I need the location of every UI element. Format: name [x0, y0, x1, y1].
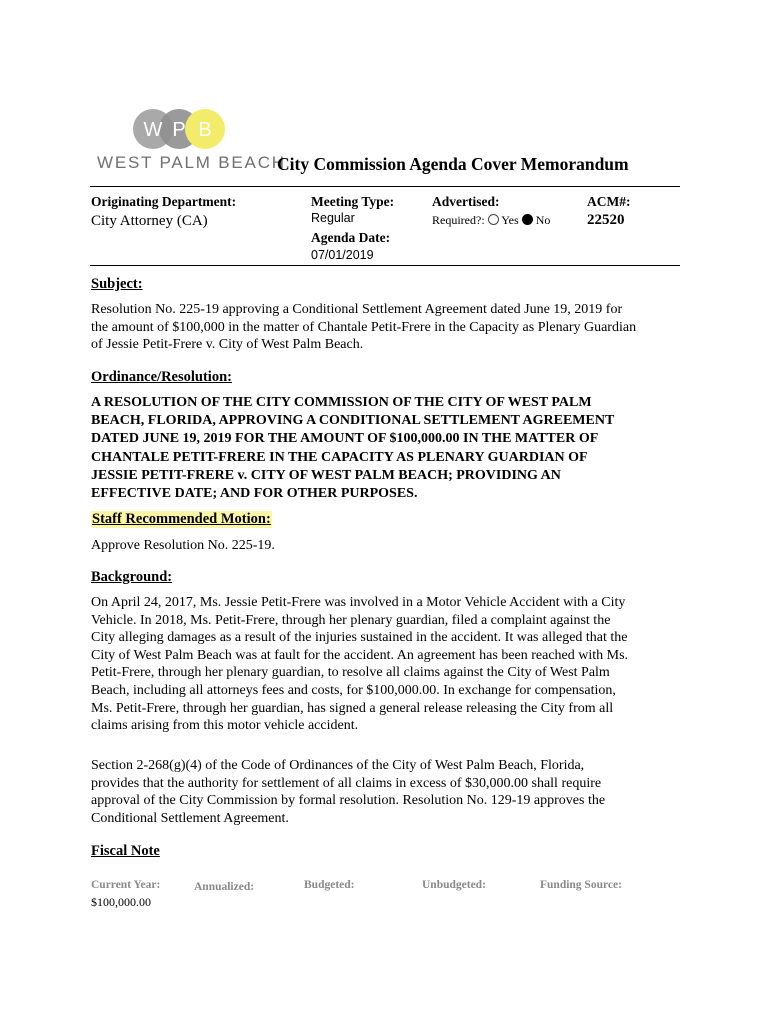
acm-label: ACM#:	[587, 194, 631, 209]
background-line: Conditional Settlement Agreement.	[91, 810, 289, 826]
background-line: On April 24, 2017, Ms. Jessie Petit-Frere was involved in a Motor Vehicle Accident with a City	[91, 595, 626, 610]
background-line: Section 2-268(g)(4) of the Code of Ordinances of the City of West Palm Beach, Florida,	[91, 758, 585, 773]
agenda-date-label: Agenda Date:	[311, 230, 391, 245]
page-title: City Commission Agenda Cover Memorandum	[277, 154, 629, 174]
ordinance-line: DATED JUNE 19, 2019 FOR THE AMOUNT OF $100,000.00 IN THE MATTER OF	[91, 431, 599, 447]
originating-department-label: Originating Department:	[91, 194, 237, 209]
background-paragraph-2	[91, 757, 691, 827]
logo-letter-p: P	[172, 119, 186, 141]
no-label: No	[535, 213, 551, 227]
subject-line: of Jessie Petit-Frere v. City of West Palm Beach.	[91, 337, 364, 353]
background-line: provides that the authority for settlement of all claims in excess of $30,000.00 shall require	[91, 775, 602, 791]
city-logo	[130, 105, 230, 151]
motion-text: Approve Resolution No. 225-19.	[91, 538, 275, 553]
meta-divider	[90, 265, 680, 266]
no-radio-icon[interactable]	[522, 214, 533, 225]
agenda-date-value: 07/01/2019	[311, 248, 374, 262]
subject-line: Resolution No. 225-19 approving a Conditional Settlement Agreement dated June 19, 2019 for	[91, 302, 623, 317]
background-line: approval of the City Commission by formal resolution. Resolution No. 129-19 approves the	[91, 793, 606, 809]
header-divider	[90, 186, 680, 187]
subject-line: the amount of $100,000 in the matter of Chantale Petit-Frere in the Capacity as Plenary Guardian	[91, 319, 637, 335]
originating-department-value: City Attorney (CA)	[91, 213, 208, 229]
acm-value: 22520	[587, 212, 625, 228]
budgeted-label: Budgeted:	[304, 879, 355, 891]
background-line: Petit-Frere, through her plenary guardian, to resolve all claims against the City of West Palm	[91, 665, 610, 681]
logo-wordmark: WEST PALM BEACH	[97, 153, 286, 172]
advertised-required	[432, 213, 550, 228]
logo-letter-b: B	[198, 119, 212, 141]
background-heading: Background:	[91, 569, 173, 585]
subject-heading: Subject:	[91, 276, 143, 292]
ordinance-text	[91, 394, 691, 503]
yes-label: Yes	[501, 213, 519, 227]
ordinance-line: JESSIE PETIT-FRERE v. CITY OF WEST PALM BEACH; PROVIDING AN	[91, 467, 561, 483]
funding-source-label: Funding Source:	[540, 879, 622, 891]
fiscal-note-heading: Fiscal Note	[91, 843, 160, 859]
motion-heading: Staff Recommended Motion:	[92, 511, 271, 527]
unbudgeted-label: Unbudgeted:	[422, 879, 486, 891]
annualized-label: Annualized:	[194, 881, 255, 893]
subject-text	[91, 301, 691, 354]
background-line: Beach, including all attorneys fees and costs, for $100,000.00. In exchange for compensation,	[91, 682, 616, 698]
background-line: City of West Palm Beach was at fault for the accident. An agreement has been reached with Ms.	[91, 647, 629, 663]
required-label: Required?:	[432, 213, 485, 227]
meeting-type-value: Regular	[311, 211, 355, 225]
logo-letter-w: W	[143, 119, 163, 141]
ordinance-line: A RESOLUTION OF THE CITY COMMISSION OF THE CITY OF WEST PALM	[91, 395, 592, 410]
background-line: Ms. Petit-Frere, through her guardian, has signed a general release releasing the City from all	[91, 700, 614, 716]
current-year-label: Current Year:	[91, 879, 161, 891]
background-line: Vehicle. In 2018, Ms. Petit-Frere, through her plenary guardian, filed a complaint against the	[91, 612, 611, 628]
background-line: City alleging damages as a result of the injuries sustained in the accident. It was alleged that the	[91, 630, 628, 646]
meeting-type-label: Meeting Type:	[311, 194, 395, 209]
ordinance-line: CHANTALE PETIT-FRERE IN THE CAPACITY AS PLENARY GUARDIAN OF	[91, 449, 588, 465]
background-line: claims arising from this motor vehicle accident.	[91, 718, 359, 734]
background-paragraph-1	[91, 594, 691, 735]
current-year-value: $100,000.00	[91, 895, 151, 909]
ordinance-line: BEACH, FLORIDA, APPROVING A CONDITIONAL SETTLEMENT AGREEMENT	[91, 413, 615, 429]
ordinance-line: EFFECTIVE DATE; AND FOR OTHER PURPOSES.	[91, 486, 418, 502]
advertised-label: Advertised:	[432, 194, 500, 209]
ordinance-heading: Ordinance/Resolution:	[91, 369, 232, 385]
yes-radio-icon[interactable]	[488, 214, 499, 225]
